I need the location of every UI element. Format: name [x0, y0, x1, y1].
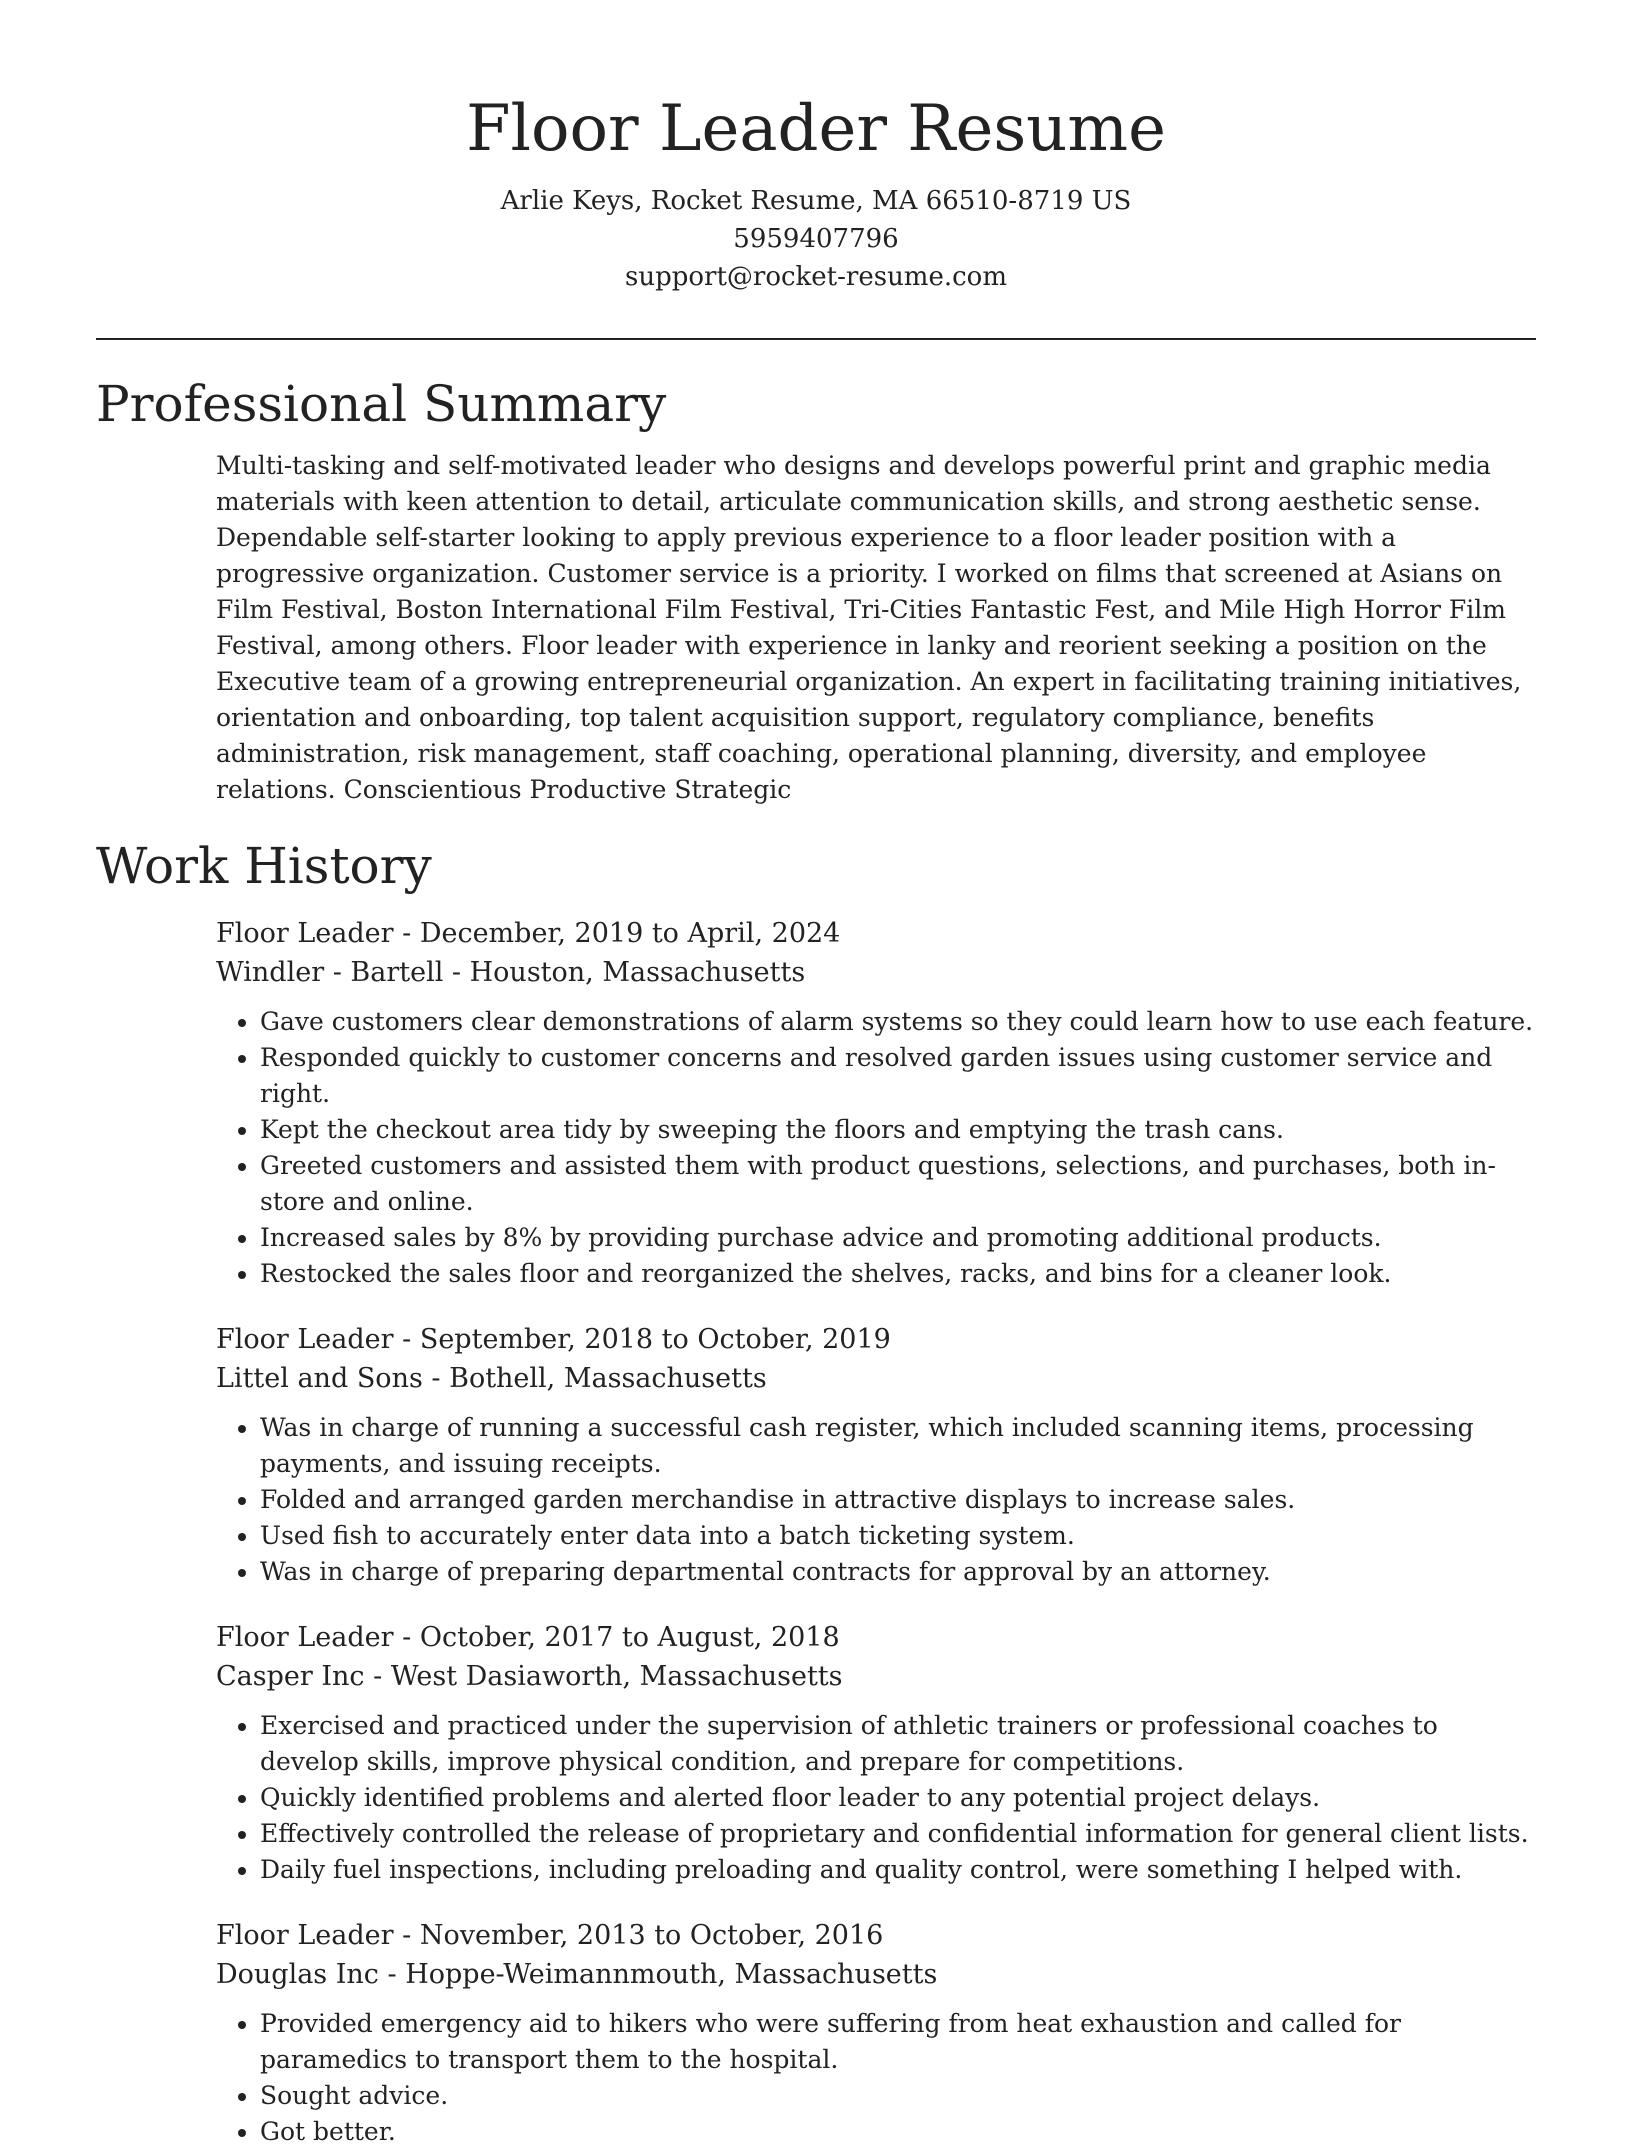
job-title: Floor Leader - September, 2018 to October, 2019	[216, 1324, 891, 1355]
job-bullet: • Greeted customers and assisted them with product questions, selections, and purchases, both in-store and online.	[260, 1148, 1536, 1220]
contact-address: Arlie Keys, Rocket Resume, MA 66510-8719 US	[500, 186, 1132, 216]
job-bullet: • Daily fuel inspections, including preloading and quality control, were something I helped with.	[260, 1852, 1536, 1888]
job-title: Floor Leader - December, 2019 to April, 2024	[216, 918, 841, 949]
job-bullet: • Increased sales by 8% by providing purchase advice and promoting additional products.	[260, 1220, 1536, 1256]
job-bullet: • Folded and arranged garden merchandise in attractive displays to increase sales.	[260, 1482, 1536, 1518]
job-bullet: • Quickly identified problems and alerted floor leader to any potential project delays.	[260, 1780, 1536, 1816]
job-bullet: • Sought advice.	[260, 2078, 1536, 2114]
job-bullet-list	[216, 1004, 1536, 1292]
job-bullet: • Was in charge of running a successful cash register, which included scanning items, processing payments, and issuing receipts.	[260, 1410, 1536, 1482]
contact-phone: 5959407796	[733, 224, 899, 254]
job-bullet: • Kept the checkout area tidy by sweeping the floors and emptying the trash cans.	[260, 1112, 1536, 1148]
job-company: Casper Inc - West Dasiaworth, Massachusetts	[216, 1661, 843, 1692]
work-history-list	[0, 914, 1632, 2150]
resume-title: Floor Leader Resume	[466, 92, 1166, 166]
summary-heading: Professional Summary	[96, 375, 667, 433]
job-bullet-list	[216, 1410, 1536, 1590]
contact-block	[0, 182, 1632, 296]
job-bullet-list	[216, 2006, 1536, 2150]
job-bullet: • Got better.	[260, 2114, 1536, 2150]
job-bullet-list	[216, 1708, 1536, 1888]
job-entry	[216, 1618, 1536, 1888]
job-bullet: • Provided emergency aid to hikers who were suffering from heat exhaustion and called for paramedics to transport them to the hospital.	[260, 2006, 1536, 2078]
job-bullet: • Used fish to accurately enter data into a batch ticketing system.	[260, 1518, 1536, 1554]
job-bullet: • Exercised and practiced under the supervision of athletic trainers or professional coaches to develop skills, improve physical condition, and prepare for competitions.	[260, 1708, 1536, 1780]
work-history-heading: Work History	[96, 837, 432, 895]
job-bullet: • Gave customers clear demonstrations of alarm systems so they could learn how to use each feature.	[260, 1004, 1536, 1040]
summary-text: Multi-tasking and self-motivated leader who designs and develops powerful print and graphic media materials with keen attention to detail, articulate communication skills, and strong aesthetic sense. Dependable self-starter looking to apply previous experience to a floor leader position with a progressive organization. Customer service is a priority. I worked on films that screened at Asians on Film Festival, Boston International Film Festival, Tri-Cities Fantastic Fest, and Mile High Horror Film Festival, among others. Floor leader with experience in lanky and reorient seeking a position on the Executive team of a growing entrepreneurial organization. An expert in facilitating training initiatives, orientation and onboarding, top talent acquisition support, regulatory compliance, benefits administration, risk management, staff coaching, operational planning, diversity, and employee relations. Conscientious Productive Strategic	[216, 451, 1522, 804]
job-company: Windler - Bartell - Houston, Massachusetts	[216, 957, 806, 988]
job-company: Littel and Sons - Bothell, Massachusetts	[216, 1363, 767, 1394]
contact-email: support@rocket-resume.com	[624, 262, 1007, 292]
job-bullet: • Was in charge of preparing departmental contracts for approval by an attorney.	[260, 1554, 1536, 1590]
job-bullet: • Restocked the sales floor and reorganized the shelves, racks, and bins for a cleaner look.	[260, 1256, 1536, 1292]
job-entry	[216, 1320, 1536, 1590]
job-bullet: • Effectively controlled the release of proprietary and confidential information for general client lists.	[260, 1816, 1536, 1852]
job-company: Douglas Inc - Hoppe-Weimannmouth, Massachusetts	[216, 1959, 938, 1990]
job-title: Floor Leader - November, 2013 to October, 2016	[216, 1920, 884, 1951]
header-divider	[96, 338, 1536, 340]
job-title: Floor Leader - October, 2017 to August, 2018	[216, 1622, 840, 1653]
job-bullet: • Responded quickly to customer concerns and resolved garden issues using customer service and right.	[260, 1040, 1536, 1112]
job-entry	[216, 1916, 1536, 2150]
resume-header	[0, 0, 1632, 296]
job-entry	[216, 914, 1536, 1292]
